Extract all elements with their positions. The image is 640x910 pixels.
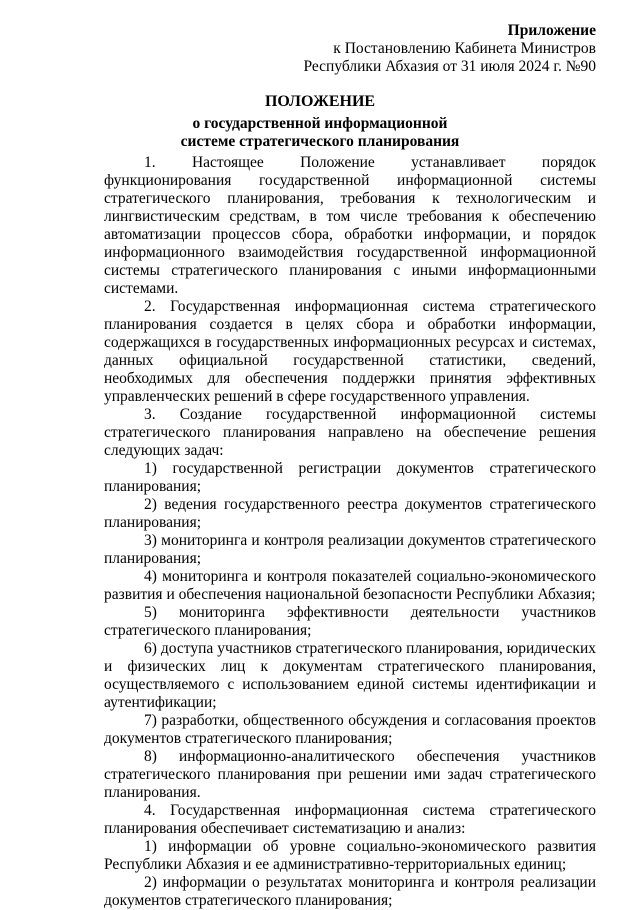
document-subtitle-line-1: о государственной информационной xyxy=(192,115,448,132)
paragraph: 1. Настоящее Положение устанавливает порядок функционирования государственной информационной системы стратегического планирования, требования к технологическим и лингвистическим средствам, в том числе требования к обеспечению автоматизации процессов сбора, обработки информации, и порядок информационного взаимодействия государственной информационной системы стратегического планирования с иными информационными системами. xyxy=(104,154,596,297)
list-item: 7) разработки, общественного обсуждения и согласования проектов документов стратегического планирования; xyxy=(104,712,596,747)
document-title: ПОЛОЖЕНИЕ xyxy=(264,93,376,110)
list-item: 2) ведения государственного реестра документов стратегического планирования; xyxy=(104,496,596,531)
paragraph: 2. Государственная информационная система стратегического планирования создается в целях сбора и обработки информации, содержащихся в государственных информационных ресурсах и системах, данных официальной государственной статистики, сведений, необходимых для обеспечения поддержки принятия эффективных управленческих решений в сфере государственного управления. xyxy=(104,298,596,405)
appendix-header xyxy=(303,22,596,76)
list-item: 6) доступа участников стратегического планирования, юридических и физических лиц к документам стратегического планирования, осуществляемого с использованием единой системы идентификации и аутентификации; xyxy=(104,640,596,711)
appendix-line-1: к Постановлению Кабинета Министров xyxy=(333,40,596,57)
list-item: 4) мониторинга и контроля показателей социально-экономического развития и обеспечения национальной безопасности Республики Абхазия; xyxy=(104,568,596,603)
document-body xyxy=(104,154,596,910)
appendix-title: Приложение xyxy=(507,22,596,39)
document-subtitle-line-2: системе стратегического планирования xyxy=(180,133,460,150)
list-item: 8) информационно-аналитического обеспечения участников стратегического планирования при решении ими задач стратегического планирования. xyxy=(104,748,596,801)
list-item: 2) информации о результатах мониторинга и контроля реализации документов стратегического планирования; xyxy=(104,874,596,909)
paragraph: 4. Государственная информационная система стратегического планирования обеспечивает систематизацию и анализ: xyxy=(104,802,596,837)
list-item: 5) мониторинга эффективности деятельности участников стратегического планирования; xyxy=(104,604,596,639)
document-heading xyxy=(0,92,640,151)
list-item: 3) мониторинга и контроля реализации документов стратегического планирования; xyxy=(104,532,596,567)
paragraph: 3. Создание государственной информационной системы стратегического планирования направлено на обеспечение решения следующих задач: xyxy=(104,406,596,459)
list-item: 1) информации об уровне социально-экономического развития Республики Абхазия и ее административно-территориальных единиц; xyxy=(104,838,596,873)
list-item: 1) государственной регистрации документов стратегического планирования; xyxy=(104,460,596,495)
appendix-line-2: Республики Абхазия от 31 июля 2024 г. №90 xyxy=(303,58,596,75)
